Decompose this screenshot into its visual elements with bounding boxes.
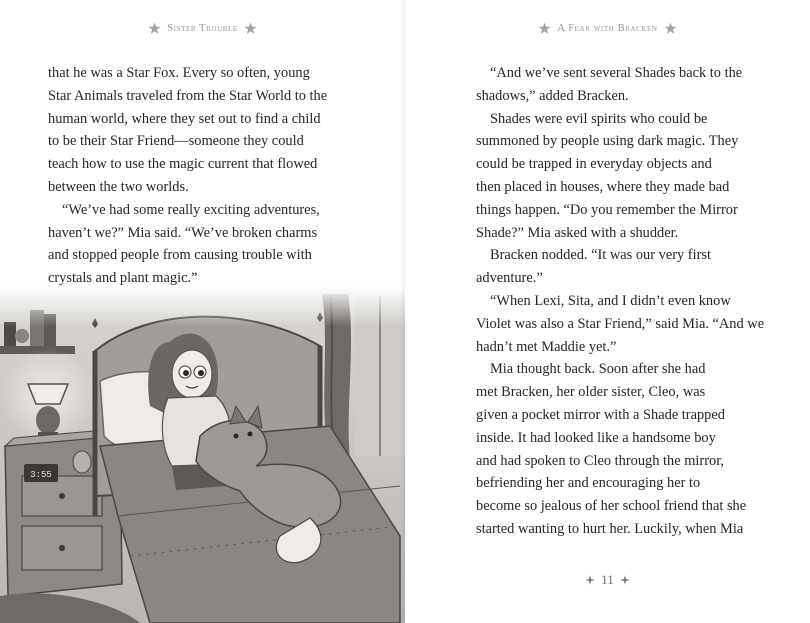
text-line: “When Lexi, Sita, and I didn’t even know [490, 292, 731, 309]
text-line: haven’t we?” Mia said. “We’ve broken charms [48, 224, 318, 241]
sparkle-icon [585, 575, 595, 585]
star-icon [538, 22, 551, 35]
left-body-text [48, 62, 338, 290]
text-line: that he was a Star Fox. Every so often, young [48, 65, 310, 81]
sparkle-icon [620, 575, 630, 585]
text-line: Bracken nodded. “It was our very first [490, 247, 711, 264]
page-number: 11 [601, 572, 614, 587]
text-line: between the two worlds. [48, 178, 189, 195]
text-line: human world, where they set out to find a child [48, 110, 321, 127]
text-line: befriending her and encouraging her to [476, 475, 701, 492]
text-line: shadows,” added Bracken. [476, 87, 629, 104]
text-line: met Bracken, her older sister, Cleo, was [476, 384, 706, 401]
text-line: crystals and plant magic.” [48, 270, 198, 287]
text-line: Star Animals traveled from the Star World to the [48, 87, 328, 104]
page-number-footer [405, 572, 810, 588]
text-line: “We’ve had some really exciting adventures, [62, 201, 320, 218]
star-icon [664, 22, 677, 35]
star-icon [244, 22, 257, 35]
text-line: “And we’ve sent several Shades back to the [490, 65, 743, 81]
text-line: inside. It had looked like a handsome boy [476, 429, 716, 446]
running-head-title: A Fear with Bracken [557, 23, 658, 34]
text-line: could be trapped in everyday objects and [476, 156, 712, 173]
text-line: things happen. “Do you remember the Mirror [476, 201, 738, 218]
right-running-head [405, 22, 810, 35]
girl-and-fox-on-bed-illustration [0, 286, 405, 623]
text-line: Violet was also a Star Friend,” said Mia. “And we [476, 315, 765, 332]
text-line: Shade?” Mia asked with a shudder. [476, 224, 679, 241]
text-line: hadn’t met Maddie yet.” [476, 338, 617, 355]
right-body-text [476, 62, 766, 541]
text-line: become so jealous of her school friend that she [476, 498, 747, 515]
running-head-title: Sister Trouble [167, 23, 238, 34]
text-line: then placed in houses, where they made bad [476, 178, 730, 195]
text-line: and had spoken to Cleo through the mirror, [476, 452, 725, 469]
text-line: started wanting to hurt her. Luckily, when Mia [476, 520, 744, 537]
left-running-head [0, 22, 405, 35]
text-line: given a pocket mirror with a Shade trapped [476, 406, 725, 423]
text-line: Mia thought back. Soon after she had [490, 361, 706, 378]
text-line: adventure.” [476, 270, 543, 287]
text-line: teach how to use the magic current that flowed [48, 156, 318, 173]
text-line: summoned by people using dark magic. They [476, 133, 739, 150]
star-icon [148, 22, 161, 35]
text-line: to be their Star Friend—someone they could [48, 133, 304, 150]
text-line: and stopped people from causing trouble with [48, 247, 312, 264]
text-line: Shades were evil spirits who could be [490, 110, 708, 127]
